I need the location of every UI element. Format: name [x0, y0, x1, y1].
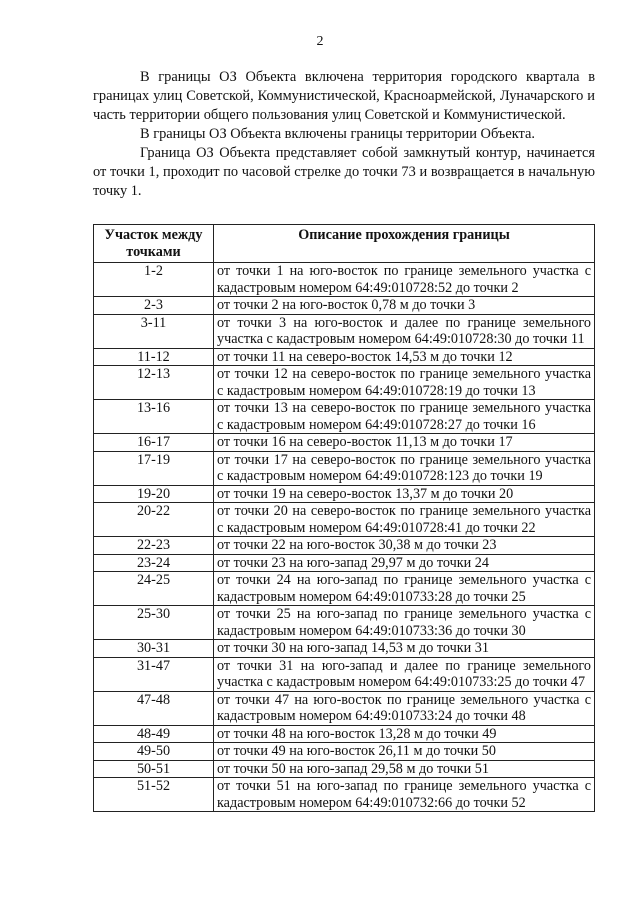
boundary-table — [93, 224, 595, 812]
segment-cell: 48-49 — [94, 725, 214, 743]
table-row — [94, 503, 595, 537]
table-row — [94, 640, 595, 658]
segment-cell: 47-48 — [94, 691, 214, 725]
description-cell: от точки 25 на юго-запад по границе земельного участка с кадастровым номером 64:49:010733:36 до точки 30 — [214, 606, 595, 640]
segment-cell: 20-22 — [94, 503, 214, 537]
description-cell: от точки 47 на юго-восток по границе земельного участка с кадастровым номером 64:49:010733:24 до точки 48 — [214, 691, 595, 725]
description-cell: от точки 30 на юго-запад 14,53 м до точки 31 — [214, 640, 595, 658]
description-cell: от точки 13 на северо-восток по границе земельного участка с кадастровым номером 64:49:010728:27 до точки 16 — [214, 400, 595, 434]
table-row — [94, 366, 595, 400]
body-text — [93, 68, 595, 201]
header-segment: Участок между точками — [94, 225, 214, 263]
description-cell: от точки 16 на северо-восток 11,13 м до точки 17 — [214, 434, 595, 452]
page-number: 2 — [316, 34, 324, 49]
table-row — [94, 760, 595, 778]
description-cell: от точки 22 на юго-восток 30,38 м до точки 23 — [214, 537, 595, 555]
paragraph-contour: Граница ОЗ Объекта представляет собой замкнутый контур, начинается от точки 1, проходит по часовой стрелке до точки 73 и возвращается в начальную точку 1. — [93, 145, 595, 199]
table-row — [94, 297, 595, 315]
table-row — [94, 657, 595, 691]
description-cell: от точки 2 на юго-восток 0,78 м до точки 3 — [214, 297, 595, 315]
description-cell: от точки 11 на северо-восток 14,53 м до точки 12 — [214, 348, 595, 366]
table-row — [94, 572, 595, 606]
header-description: Описание прохождения границы — [214, 225, 595, 263]
description-cell: от точки 1 на юго-восток по границе земельного участка с кадастровым номером 64:49:010728:52 до точки 2 — [214, 263, 595, 297]
description-cell: от точки 31 на юго-запад и далее по границе земельного участка с кадастровым номером 64:49:010733:25 до точки 47 — [214, 657, 595, 691]
segment-cell: 1-2 — [94, 263, 214, 297]
segment-cell: 12-13 — [94, 366, 214, 400]
description-cell: от точки 50 на юго-запад 29,58 м до точки 51 — [214, 760, 595, 778]
table-row — [94, 606, 595, 640]
table-row — [94, 485, 595, 503]
segment-cell: 19-20 — [94, 485, 214, 503]
description-cell: от точки 17 на северо-восток по границе земельного участка с кадастровым номером 64:49:010728:123 до точки 19 — [214, 451, 595, 485]
description-cell: от точки 19 на северо-восток 13,37 м до точки 20 — [214, 485, 595, 503]
segment-cell: 13-16 — [94, 400, 214, 434]
segment-cell: 11-12 — [94, 348, 214, 366]
segment-cell: 22-23 — [94, 537, 214, 555]
paragraph-object-boundaries: В границы ОЗ Объекта включены границы территории Объекта. — [140, 126, 535, 142]
segment-cell: 23-24 — [94, 554, 214, 572]
table-row — [94, 348, 595, 366]
table-row — [94, 743, 595, 761]
table-row — [94, 434, 595, 452]
segment-cell: 49-50 — [94, 743, 214, 761]
segment-cell: 17-19 — [94, 451, 214, 485]
segment-cell: 24-25 — [94, 572, 214, 606]
table-header-row — [94, 225, 595, 263]
description-cell: от точки 49 на юго-восток 26,11 м до точки 50 — [214, 743, 595, 761]
segment-cell: 2-3 — [94, 297, 214, 315]
table-row — [94, 314, 595, 348]
segment-cell: 30-31 — [94, 640, 214, 658]
table-row — [94, 451, 595, 485]
table-row — [94, 554, 595, 572]
description-cell: от точки 20 на северо-восток по границе земельного участка с кадастровым номером 64:49:010728:41 до точки 22 — [214, 503, 595, 537]
description-cell: от точки 12 на северо-восток по границе земельного участка с кадастровым номером 64:49:010728:19 до точки 13 — [214, 366, 595, 400]
segment-cell: 3-11 — [94, 314, 214, 348]
segment-cell: 16-17 — [94, 434, 214, 452]
description-cell: от точки 51 на юго-запад по границе земельного участка с кадастровым номером 64:49:010732:66 до точки 52 — [214, 778, 595, 812]
description-cell: от точки 3 на юго-восток и далее по границе земельного участка с кадастровым номером 64:49:010728:30 до точки 11 — [214, 314, 595, 348]
segment-cell: 51-52 — [94, 778, 214, 812]
description-cell: от точки 23 на юго-запад 29,97 м до точки 24 — [214, 554, 595, 572]
table-row — [94, 263, 595, 297]
table-row — [94, 725, 595, 743]
description-cell: от точки 48 на юго-восток 13,28 м до точки 49 — [214, 725, 595, 743]
table-row — [94, 537, 595, 555]
description-cell: от точки 24 на юго-запад по границе земельного участка с кадастровым номером 64:49:010733:28 до точки 25 — [214, 572, 595, 606]
table-row — [94, 778, 595, 812]
segment-cell: 31-47 — [94, 657, 214, 691]
segment-cell: 50-51 — [94, 760, 214, 778]
table-row — [94, 691, 595, 725]
segment-cell: 25-30 — [94, 606, 214, 640]
paragraph-territory: В границы ОЗ Объекта включена территория городского квартала в границах улиц Советской, Коммунистической, Красноармейской, Луначарского и часть территории общего пользования улиц Советской и Коммунистической. — [93, 69, 595, 123]
table-row — [94, 400, 595, 434]
